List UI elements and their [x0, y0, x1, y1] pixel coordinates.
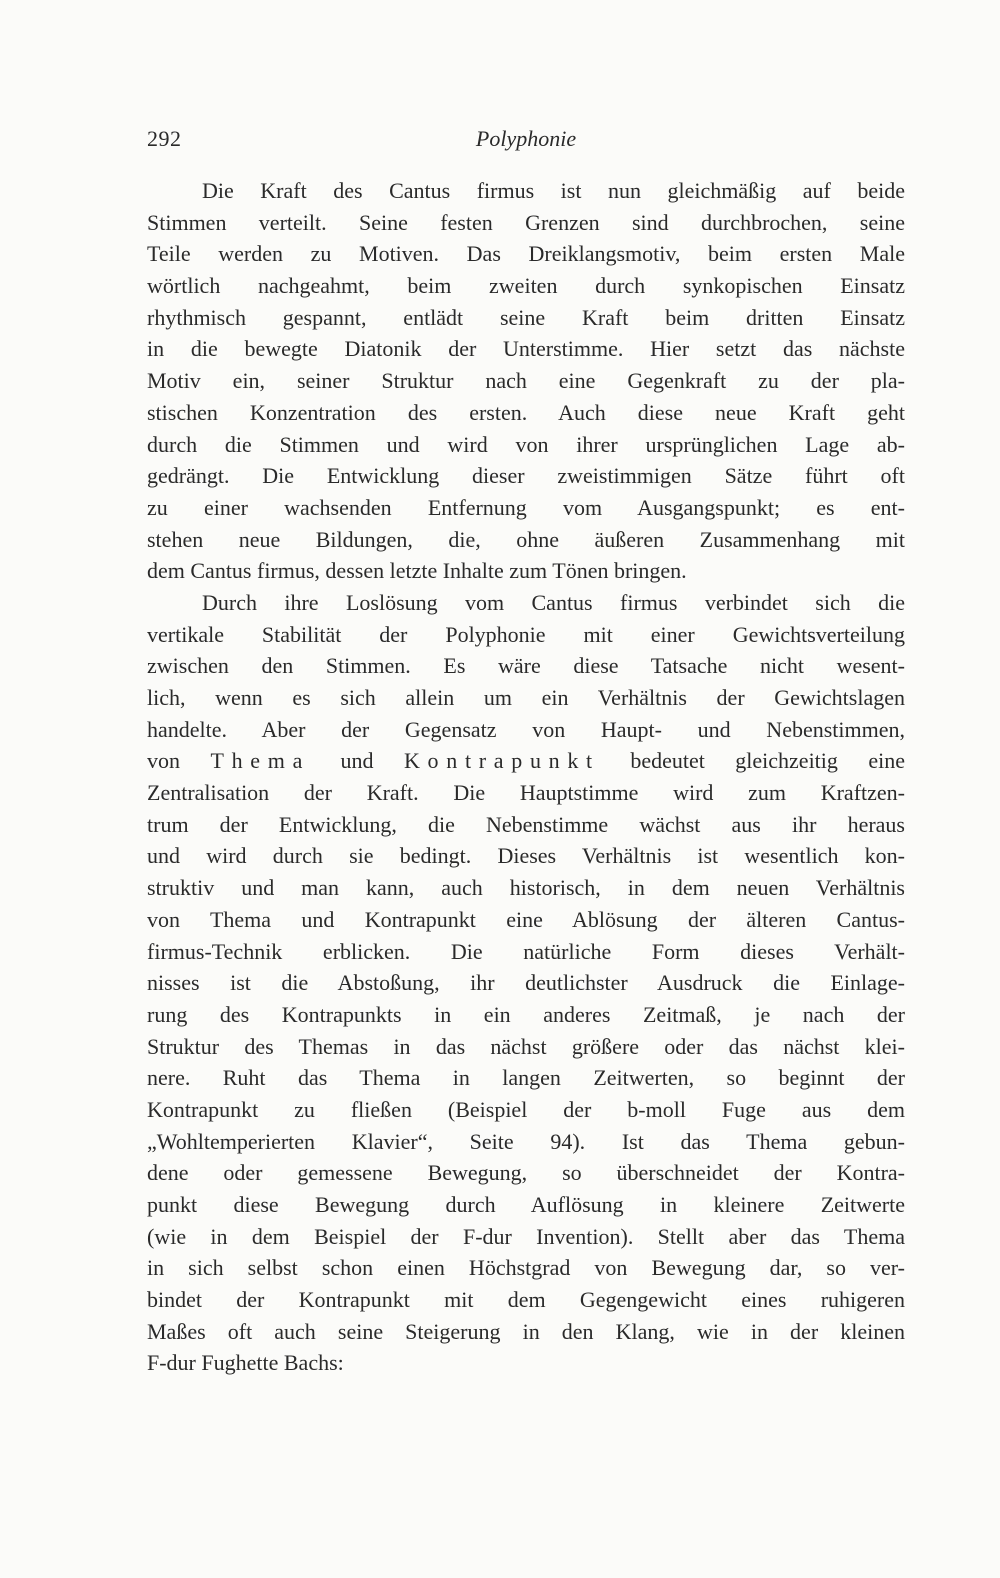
- text-line: zwischen den Stimmen. Es wäre diese Tatsache nicht wesent-: [147, 653, 905, 679]
- text-line: F-dur Fughette Bachs:: [147, 1350, 344, 1376]
- text-line: trum der Entwicklung, die Nebenstimme wächst aus ihr heraus: [147, 811, 905, 837]
- text-line: punkt diese Bewegung durch Auflösung in kleinere Zeitwerte: [147, 1192, 905, 1217]
- text-line: Durch ihre Loslösung vom Cantus firmus verbindet sich die: [202, 589, 905, 615]
- text-line: dene oder gemessene Bewegung, so überschneidet der Kontra-: [147, 1160, 905, 1186]
- text-line: „Wohltemperierten Klavier“, Seite 94). Ist das Thema gebun-: [147, 1128, 905, 1154]
- text-line: firmus-Technik erblicken. Die natürliche Form dieses Verhält-: [147, 938, 905, 964]
- running-title: Polyphonie: [475, 126, 577, 151]
- text-line: Die Kraft des Cantus firmus ist nun gleichmäßig auf beide: [202, 178, 905, 203]
- text-segment: und: [310, 748, 404, 774]
- text-line: gedrängt. Die Entwicklung dieser zweistimmigen Sätze führt oft: [147, 463, 905, 489]
- text-segment: von: [147, 748, 211, 774]
- text-line: stehen neue Bildungen, die, ohne äußeren Zusammenhang mit: [147, 526, 905, 552]
- text-line: in sich selbst schon einen Höchstgrad von Bewegung dar, so ver-: [147, 1255, 905, 1281]
- text-line: Motiv ein, seiner Struktur nach eine Gegenkraft zu der pla-: [147, 368, 905, 394]
- text-line: wörtlich nachgeahmt, beim zweiten durch synkopischen Einsatz: [147, 273, 905, 299]
- text-line: rung des Kontrapunkts in ein anderes Zeitmaß, je nach der: [147, 1001, 905, 1027]
- text-line: vertikale Stabilität der Polyphonie mit einer Gewichtsverteilung: [147, 621, 905, 647]
- text-line: Kontrapunkt zu fließen (Beispiel der b-moll Fuge aus dem: [147, 1096, 905, 1122]
- text-line: in die bewegte Diatonik der Unterstimme. Hier setzt das nächste: [147, 336, 905, 362]
- text-line: stischen Konzentration des ersten. Auch diese neue Kraft geht: [147, 399, 905, 425]
- text-line: Stimmen verteilt. Seine festen Grenzen sind durchbrochen, seine: [147, 209, 905, 235]
- paragraph-2: [147, 587, 905, 1379]
- page-number: 292: [147, 126, 182, 151]
- text-line: zu einer wachsenden Entfernung vom Ausgangspunkt; es ent-: [147, 494, 905, 520]
- body-text: [147, 175, 905, 1379]
- text-line: durch die Stimmen und wird von ihrer ursprünglichen Lage ab-: [147, 431, 905, 457]
- text-line: Teile werden zu Motiven. Das Dreiklangsmotiv, beim ersten Male: [147, 241, 905, 267]
- text-line: von Thema und Kontrapunkt eine Ablösung der älteren Cantus-: [147, 906, 905, 932]
- text-line: nisses ist die Abstoßung, ihr deutlichster Ausdruck die Einlage-: [147, 970, 905, 996]
- emphasized-word-kontrapunkt: Kontrapunkt: [403, 748, 600, 774]
- page-header: [147, 126, 905, 156]
- text-segment: bedeutet gleichzeitig eine: [599, 748, 905, 774]
- text-line: dem Cantus firmus, dessen letzte Inhalte zum Tönen bringen.: [147, 558, 687, 584]
- emphasized-word-thema: Thema: [210, 748, 311, 774]
- text-line: (wie in dem Beispiel der F-dur Invention). Stellt aber das Thema: [147, 1223, 905, 1249]
- paragraph-1: [147, 175, 905, 587]
- text-line: struktiv und man kann, auch historisch, in dem neuen Verhältnis: [147, 875, 905, 901]
- text-line: nere. Ruht das Thema in langen Zeitwerten, so beginnt der: [147, 1065, 905, 1091]
- text-line: handelte. Aber der Gegensatz von Haupt- und Nebenstimmen,: [147, 716, 905, 742]
- text-line: Maßes oft auch seine Steigerung in den Klang, wie in der kleinen: [147, 1318, 905, 1344]
- text-line-emphasis: [147, 745, 905, 777]
- text-line: und wird durch sie bedingt. Dieses Verhältnis ist wesentlich kon-: [147, 843, 905, 869]
- text-line: rhythmisch gespannt, entlädt seine Kraft beim dritten Einsatz: [147, 304, 905, 330]
- text-line: bindet der Kontrapunkt mit dem Gegengewicht eines ruhigeren: [147, 1287, 905, 1313]
- text-line: Zentralisation der Kraft. Die Hauptstimme wird zum Kraftzen-: [147, 780, 905, 806]
- text-line: lich, wenn es sich allein um ein Verhältnis der Gewichtslagen: [147, 685, 905, 710]
- text-line: Struktur des Themas in das nächst größere oder das nächst klei-: [147, 1033, 905, 1059]
